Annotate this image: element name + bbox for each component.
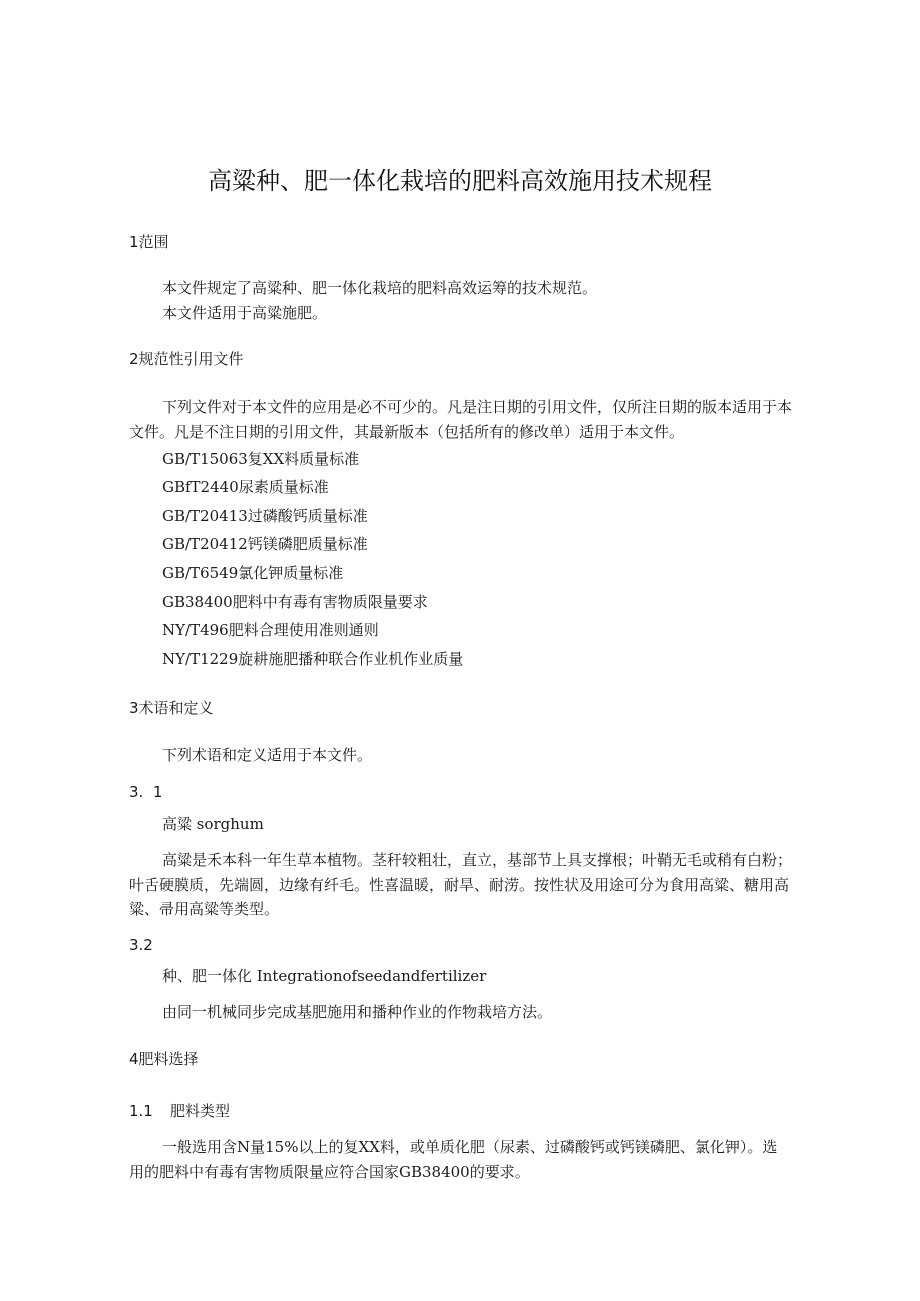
section-4-paragraph-line-1: 一般选用含N量15%以上的复XX料，或单质化肥（尿素、过磷酸钙或钙镁磷肥、氯化钾）。选 <box>162 1138 778 1156</box>
document-title: 高粱种、肥一体化栽培的肥料高效施用技术规程 <box>208 167 712 195</box>
term-3-1-definition-line-3: 粱、帚用高粱等类型。 <box>129 900 280 918</box>
reference-item: GB/T20413过磷酸钙质量标准 <box>162 507 368 525</box>
term-3-1-name: 高粱 sorghum <box>162 815 264 833</box>
reference-item: NY/T1229旋耕施肥播种联合作业机作业质量 <box>162 650 464 668</box>
subsection-number: 1.1 <box>129 1102 153 1120</box>
term-3-2-name: 种、肥一体化 Integrationofseedandfertilizer <box>162 967 487 985</box>
section-4-heading: 4肥料选择 <box>129 1050 199 1068</box>
section-3-intro: 下列术语和定义适用于本文件。 <box>162 746 373 764</box>
section-3-heading: 3术语和定义 <box>129 699 214 717</box>
term-3-2-definition: 由同一机械同步完成基肥施用和播种作业的作物栽培方法。 <box>162 1003 553 1021</box>
reference-item: GBfT2440尿素质量标准 <box>162 478 329 496</box>
section-1-paragraph-1: 本文件规定了高粱种、肥一体化栽培的肥料高效运筹的技术规范。 <box>162 279 598 297</box>
section-1-heading: 1范围 <box>129 233 169 251</box>
subsection-title: 肥料类型 <box>170 1102 231 1120</box>
reference-item: GB/T15063复XX料质量标准 <box>162 450 360 468</box>
section-1-paragraph-2: 本文件适用于高粱施肥。 <box>162 304 328 322</box>
reference-item: GB/T6549氯化钾质量标准 <box>162 564 344 582</box>
section-2-intro-line-1: 下列文件对于本文件的应用是必不可少的。凡是注日期的引用文件，仅所注日期的版本适用于本 <box>162 398 793 416</box>
term-3-1-definition-line-1: 高粱是禾本科一年生草本植物。茎秆较粗壮，直立，基部节上具支撑根；叶鞘无毛或稍有白粉； <box>162 851 793 869</box>
term-3-2-number: 3.2 <box>129 936 153 954</box>
term-3-1-number: 3. 1 <box>129 783 163 801</box>
section-2-heading: 2规范性引用文件 <box>129 350 244 368</box>
reference-item: GB/T20412钙镁磷肥质量标准 <box>162 535 368 553</box>
section-4-paragraph-line-2: 用的肥料中有毒有害物质限量应符合国家GB38400的要求。 <box>129 1163 530 1181</box>
term-3-1-definition-line-2: 叶舌硬膜质，先端圆，边缘有纤毛。性喜温暖，耐旱、耐涝。按性状及用途可分为食用高粱、糖用高 <box>129 876 790 894</box>
section-2-intro-line-2: 文件。凡是不注日期的引用文件，其最新版本（包括所有的修改单）适用于本文件。 <box>129 423 685 441</box>
reference-item: NY/T496肥料合理使用准则通则 <box>162 621 379 639</box>
reference-item: GB38400肥料中有毒有害物质限量要求 <box>162 593 428 611</box>
